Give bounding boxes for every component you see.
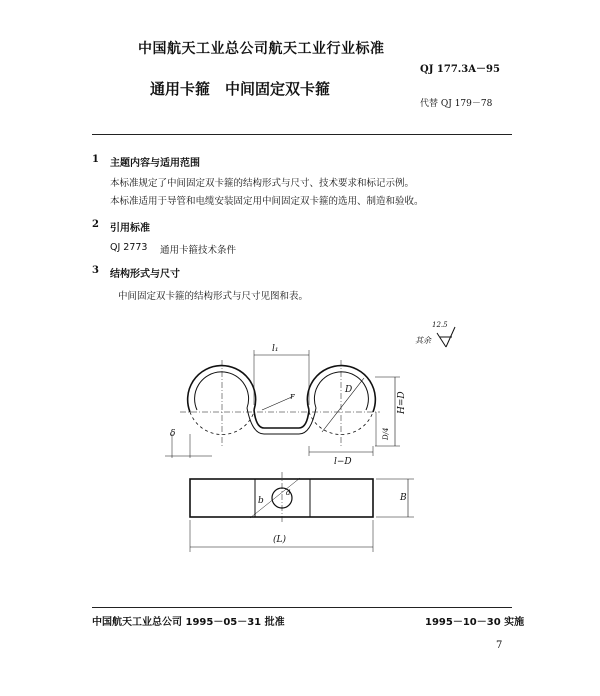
label-D: D [345,385,353,395]
section-1-paragraph-1: 本标准规定了中间固定双卡箍的结构形式与尺寸、技术要求和标记示例。 [110,178,415,189]
label-L: (L) [273,535,286,545]
section-3-number: 3 [92,265,99,276]
roughness-symbol [437,327,455,347]
label-D-over-4: D/4 [382,427,390,440]
label-l-minus-D: l−D [334,457,352,467]
label-hole-d: d [286,489,291,497]
replaces-note: 代替 QJ 179－78 [420,99,493,109]
section-3-paragraph-1: 中间固定双卡箍的结构形式与尺寸见图和表。 [118,291,309,302]
reference-code: QJ 2773 [110,242,148,253]
page-number: 7 [496,640,503,651]
roughness-label: 其余 [415,336,431,345]
section-2-number: 2 [92,219,99,230]
clamp-plan-view [190,472,414,552]
organization-heading: 中国航天工业总公司航天工业行业标准 [138,41,385,57]
roughness-value: 12.5 [432,321,448,329]
reference-title: 通用卡箍技术条件 [160,245,237,256]
label-delta: δ [170,429,176,439]
section-1-number: 1 [92,154,99,165]
section-3-title: 结构形式与尺寸 [110,269,180,280]
footer-rule [92,607,512,608]
standard-code: QJ 177.3A－95 [420,64,500,75]
label-H-equals-D: H=D [397,391,407,414]
label-r: r [290,392,295,402]
document-title: 通用卡箍 中间固定双卡箍 [150,80,331,98]
section-2-title: 引用标准 [110,223,150,234]
label-b: b [258,496,264,506]
section-1-paragraph-2: 本标准适用于导管和电缆安装固定用中间固定双卡箍的选用、制造和验收。 [110,196,424,207]
label-l1: l₁ [272,344,279,354]
approval-note: 中国航天工业总公司 1995－05－31 批准 [92,617,285,628]
label-B: B [400,493,407,503]
implementation-note: 1995－10－30 实施 [425,617,525,628]
clamp-elevation [165,350,400,458]
section-1-title: 主题内容与适用范围 [110,158,200,169]
